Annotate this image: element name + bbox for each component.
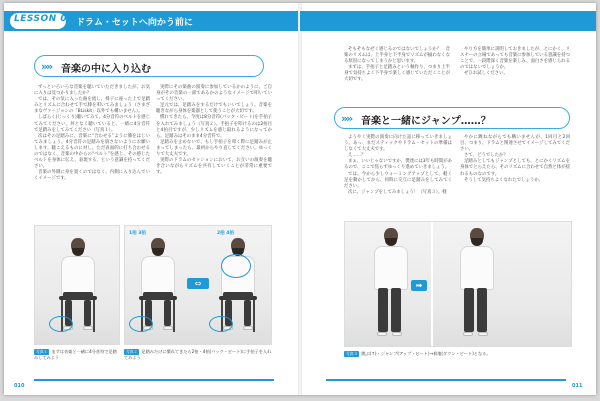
paragraph: 足踏みを止めないで、もし手拍子を叩く際に足踏みが止まってしまったら、最初からやり直してください。ゆっくりで大丈夫です。 [156, 139, 272, 158]
pants [143, 292, 173, 300]
arrow-icon: ⇔ [187, 278, 209, 289]
paragraph: 慣れてきたら、今度は8分音符(バック・ビート)を手拍子を入れてみましょう（写真２）。手拍子を叩けるのは2拍目と4拍目ですが、少しリズムを感じ取れるようになってから。足踏みはそのまま4分音符で。 [156, 115, 272, 139]
chapter-title: ドラム・セットへ向かう前に [76, 18, 193, 28]
caption-text: 跳ぶ(↑)・ジャンプ(アップ・ビート)→着地(ダウン・ビート)となる。 [361, 351, 491, 356]
shoe [463, 332, 473, 336]
caption-badge: 写真１ [36, 349, 48, 354]
shirt [141, 256, 175, 296]
paragraph: そもそもなぜく感じるのではないでしょうか？ 音楽のリズムは、上半身と下半身でリズムが揃わなくなる原因になってしまうかと思います。 [344, 47, 450, 65]
shoe [163, 326, 173, 330]
text-column-1 [34, 85, 150, 183]
beard [72, 248, 84, 256]
beard [385, 238, 397, 246]
caption-badge: 写真２ [126, 349, 138, 354]
paragraph: ずっといろいろな音楽を聴いていただきましたが、お気に入りは見つかりましたか？ [34, 85, 150, 97]
text-column-4 [460, 135, 570, 184]
photo-1 [34, 225, 120, 345]
footer-rule [326, 379, 566, 381]
paragraph: 音楽の外側に身を置くのではなく、内側に入り込んでいくイメージです。 [34, 170, 150, 182]
arrow-icon: ➡ [411, 280, 427, 291]
paragraph: まぁ、いいじゃないですか、僕達には3年も時間があるので、ここで焦らずゆっくり進めていきましょう。 [344, 159, 452, 171]
left-page [4, 3, 300, 395]
photo-2 [124, 225, 272, 345]
section-heading [334, 107, 570, 129]
paragraph: 次に、ジャンプをしてみましょう！（写真３）。軽 [348, 189, 447, 195]
section-title: 音楽の中に入り込む [61, 64, 151, 75]
paragraph: では、その気に入った曲を流し、椅子に座った上で足踏みとリズムに合わせて手で膝を叩いてみましょう（さまざまなヴァージョンの「BLiskit」以外でも構いません）。 [34, 97, 150, 115]
highlight-circle [49, 316, 73, 332]
photo-divider [431, 222, 433, 347]
shoe [392, 332, 402, 336]
right-page [300, 3, 596, 395]
paragraph: 足踏みとしてもジャンプとしても、とにかくリズムを身体でとらえたら、そのリズムに合わせて自然と体が揺れるものなのです。 [460, 159, 570, 177]
paragraph: まずは、手拍子と足踏みという軸作り、つまり上半身で気持ちよく下半身で楽しく感じていただくことが大切です。 [344, 65, 450, 83]
paragraph: ようやく実際の演奏に向けた話に移っていきましょう。あっ、まだスティックやドラム・セットの準備はしなくて大丈夫です。 [344, 135, 452, 153]
paragraph: やかに跳ねながらでも構いませんが、1回目と2回目、つまり、ドラムと関連させてイメージしてみてください。 [460, 135, 570, 153]
leg [84, 300, 91, 326]
paragraph: さて、どうでしたか？ [464, 153, 508, 159]
shirt [460, 246, 494, 290]
paragraph: そうして気持ちよくなれたでしょうか。 [464, 177, 544, 183]
leg [164, 300, 171, 326]
photo-3 [344, 221, 572, 347]
photo-caption-3 [344, 351, 572, 357]
paragraph: しばらく(じっくり)聴いてみて、4分音符のベルトを感じてみてください。何となく聴いていると、一緒に4分音符で足踏みをしてみてください（写真１）。 [34, 115, 150, 133]
beat-label-1-3: 1拍 3拍 [129, 231, 146, 236]
paragraph: 実際にその楽曲の演奏に参加しているかのように、ご自身がその音楽の一部であるかのようなイメージで叩いていってください。 [156, 85, 272, 103]
page-number: 011 [572, 383, 583, 389]
text-column-3 [344, 135, 452, 196]
leg [378, 288, 388, 332]
section-title: 音楽と一緒にジャンプ……？ [361, 116, 491, 127]
photo-caption-2 [124, 349, 272, 360]
highlight-circle [129, 316, 153, 332]
paragraph: やり方を簡単に説明しておきましたが、とにかく、リスナーの立場であっても音楽に参加している意識を持つことで、一段階深く音楽を楽しみ、面白さを感じられるのではないでしょうか。 [460, 47, 570, 71]
paragraph: ぜひお試しください。 [464, 71, 508, 77]
shirt [374, 246, 408, 290]
shoe [83, 326, 93, 330]
page-number: 010 [14, 383, 25, 389]
pants [223, 292, 253, 300]
leg [477, 288, 487, 332]
lesson-label: LESSON 01 [14, 14, 74, 24]
footer-rule [34, 379, 274, 381]
shirt [61, 256, 95, 296]
highlight-circle [209, 316, 233, 332]
stool-leg [93, 300, 95, 332]
highlight-circle [221, 254, 251, 278]
pants [63, 292, 93, 300]
stool-leg [253, 300, 255, 332]
paragraph: では、今から少しウォーミングアップとして、軽く足を動かしてから、同時に交互に足踏みをしてみてください。 [344, 171, 452, 189]
caption-text: 足踏みだけに慣れてきたら2拍・4拍(バック・ビート)に手拍子を入れてみよう [124, 349, 272, 360]
beard [471, 238, 483, 246]
caption-text: まずは音楽と一緒に4分音符で足踏みしてみよう [34, 349, 117, 360]
chevron-icon: »» [341, 112, 352, 125]
leg [391, 288, 401, 332]
caption-badge: 写真３ [346, 351, 358, 356]
beard [152, 248, 164, 256]
paragraph: 次はその足踏みに、音楽に“合わせる”ように膝をはじいてみましょう。4分音符の足踏みを崩さないようにお願いします。聴こえるものに対し、ただ表面的に打ち合わせるのではなく、音楽の中からの“ベルト”を感じ、その感じたベルトを身体に伝え、表現する、という意識を持ってください。 [34, 133, 150, 170]
beat-label-2-4: 2拍 4拍 [217, 231, 234, 236]
shoe [377, 332, 387, 336]
text-column-1 [344, 47, 450, 84]
chevron-icon: »» [41, 60, 52, 73]
header-band [300, 11, 596, 31]
text-column-2 [156, 85, 272, 176]
book-spread [4, 3, 596, 395]
paragraph: 実際のドラムのセッションにおいて、お互いの演奏を聴き合いながらリズムを共有していくことが非常に重要です。 [156, 158, 272, 176]
stool-leg [173, 300, 175, 332]
paragraph: 足元では、足踏みをするだけでもいいでしょう。音楽を聴きながら身体を楽器として使うことが大切です。 [156, 103, 272, 115]
paragraph: え……？ [348, 153, 366, 159]
photo-caption-1 [34, 349, 120, 360]
shoe [243, 326, 253, 330]
leg [244, 300, 251, 326]
leg [464, 288, 474, 332]
text-column-2 [460, 47, 570, 77]
section-heading [34, 55, 264, 77]
shoe [478, 332, 488, 336]
